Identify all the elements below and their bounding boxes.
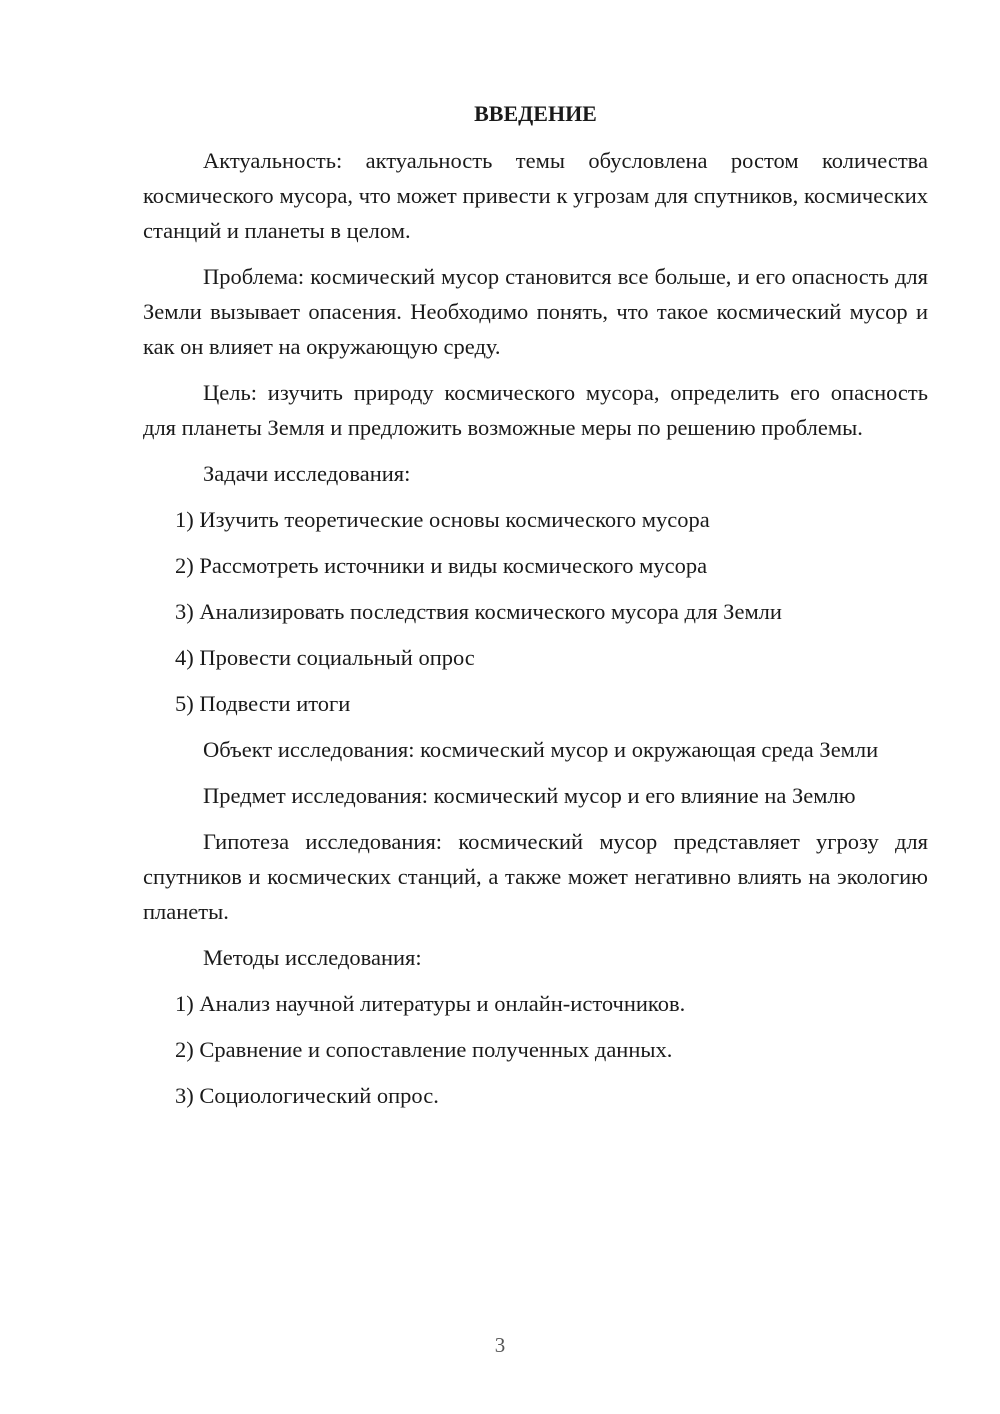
task-item: 1) Изучить теоретические основы космического мусора bbox=[175, 507, 710, 532]
object-paragraph: Объект исследования: космический мусор и окружающая среда Земли bbox=[203, 737, 879, 762]
methods-heading: Методы исследования: bbox=[203, 945, 422, 970]
page-number: 3 bbox=[494, 1333, 506, 1357]
relevance-paragraph: Актуальность: актуальность темы обусловлена ростом количества космического мусора, что может привести к угрозам для спутников, космических станций и планеты в целом. bbox=[143, 148, 928, 243]
goal-paragraph: Цель: изучить природу космического мусора, определить его опасность для планеты Земля и предложить возможные меры по решению проблемы. bbox=[143, 380, 928, 440]
method-item: 2) Сравнение и сопоставление полученных данных. bbox=[175, 1037, 673, 1062]
section-title: ВВЕДЕНИЕ bbox=[474, 101, 597, 126]
tasks-heading: Задачи исследования: bbox=[203, 461, 411, 486]
document-page bbox=[143, 96, 928, 1124]
task-item: 4) Провести социальный опрос bbox=[175, 645, 475, 670]
task-item: 3) Анализировать последствия космического мусора для Земли bbox=[175, 599, 782, 624]
problem-paragraph: Проблема: космический мусор становится все больше, и его опасность для Земли вызывает опасения. Необходимо понять, что такое космический мусор и как он влияет на окружающую среду. bbox=[143, 264, 928, 359]
hypothesis-paragraph: Гипотеза исследования: космический мусор представляет угрозу для спутников и космических станций, а также может негативно влиять на экологию планеты. bbox=[143, 829, 928, 924]
task-item: 2) Рассмотреть источники и виды космического мусора bbox=[175, 553, 708, 578]
method-item: 1) Анализ научной литературы и онлайн-источников. bbox=[175, 991, 686, 1016]
subject-paragraph: Предмет исследования: космический мусор и его влияние на Землю bbox=[203, 783, 856, 808]
method-item: 3) Социологический опрос. bbox=[175, 1083, 439, 1108]
task-item: 5) Подвести итоги bbox=[175, 691, 351, 716]
